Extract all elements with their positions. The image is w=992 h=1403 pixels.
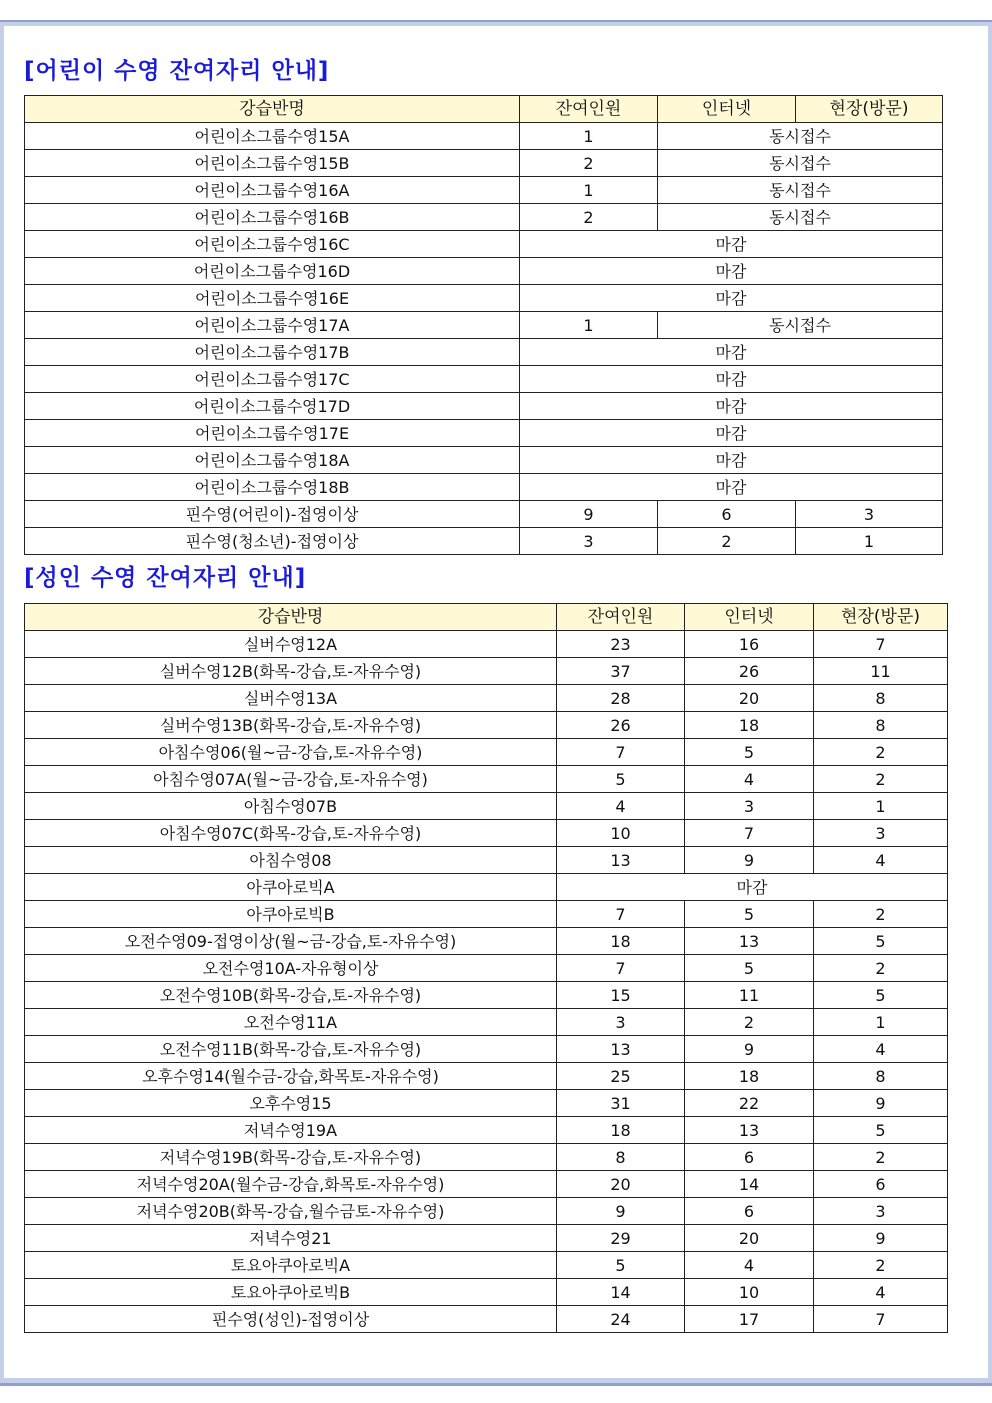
table-row — [25, 739, 948, 766]
class-name-cell: 실버수영13A — [25, 685, 557, 712]
remaining-cell: 2 — [520, 150, 658, 177]
remaining-cell: 24 — [557, 1306, 685, 1333]
onsite-cell: 2 — [814, 1252, 948, 1279]
class-name-cell: 오전수영09-접영이상(월~금-강습,토-자유수영) — [25, 928, 557, 955]
simultaneous-registration-cell: 동시접수 — [658, 204, 943, 231]
internet-cell: 9 — [685, 1036, 814, 1063]
onsite-cell: 9 — [814, 1225, 948, 1252]
table-row — [25, 1144, 948, 1171]
remaining-cell: 5 — [557, 1252, 685, 1279]
class-name-cell: 저녁수영19B(화목-강습,토-자유수영) — [25, 1144, 557, 1171]
class-name-cell: 오전수영11A — [25, 1009, 557, 1036]
table-row — [25, 955, 948, 982]
class-name-cell: 오전수영11B(화목-강습,토-자유수영) — [25, 1036, 557, 1063]
onsite-cell: 2 — [814, 766, 948, 793]
onsite-cell: 8 — [814, 1063, 948, 1090]
table-row — [25, 150, 943, 177]
onsite-cell: 3 — [814, 820, 948, 847]
internet-cell: 9 — [685, 847, 814, 874]
header-class-name: 강습반명 — [25, 604, 557, 631]
internet-cell: 10 — [685, 1279, 814, 1306]
table-row — [25, 820, 948, 847]
onsite-cell: 8 — [814, 712, 948, 739]
class-name-cell: 어린이소그룹수영17A — [25, 312, 520, 339]
internet-cell: 16 — [685, 631, 814, 658]
closed-status-cell: 마감 — [520, 447, 943, 474]
remaining-cell: 1 — [520, 123, 658, 150]
internet-cell: 5 — [685, 739, 814, 766]
table-row — [25, 123, 943, 150]
remaining-cell: 8 — [557, 1144, 685, 1171]
onsite-cell: 9 — [814, 1090, 948, 1117]
closed-status-cell: 마감 — [520, 420, 943, 447]
table-row — [25, 1063, 948, 1090]
remaining-cell: 4 — [557, 793, 685, 820]
internet-cell: 26 — [685, 658, 814, 685]
class-name-cell: 어린이소그룹수영17C — [25, 366, 520, 393]
class-name-cell: 어린이소그룹수영16E — [25, 285, 520, 312]
onsite-cell: 7 — [814, 631, 948, 658]
table-row — [25, 1225, 948, 1252]
table-header-row — [25, 604, 948, 631]
onsite-cell: 1 — [796, 528, 943, 555]
table-header-row — [25, 96, 943, 123]
class-name-cell: 핀수영(성인)-접영이상 — [25, 1306, 557, 1333]
header-internet: 인터넷 — [685, 604, 814, 631]
class-name-cell: 토요아쿠아로빅B — [25, 1279, 557, 1306]
table-row — [25, 501, 943, 528]
onsite-cell: 8 — [814, 685, 948, 712]
onsite-cell: 11 — [814, 658, 948, 685]
class-name-cell: 어린이소그룹수영17B — [25, 339, 520, 366]
remaining-cell: 9 — [520, 501, 658, 528]
onsite-cell: 2 — [814, 901, 948, 928]
remaining-cell: 2 — [520, 204, 658, 231]
class-name-cell: 저녁수영20A(월수금-강습,화목토-자유수영) — [25, 1171, 557, 1198]
remaining-cell: 1 — [520, 177, 658, 204]
class-name-cell: 어린이소그룹수영16A — [25, 177, 520, 204]
onsite-cell: 4 — [814, 1279, 948, 1306]
table-row — [25, 766, 948, 793]
remaining-cell: 23 — [557, 631, 685, 658]
onsite-cell: 6 — [814, 1171, 948, 1198]
remaining-cell: 14 — [557, 1279, 685, 1306]
table-row — [25, 685, 948, 712]
internet-cell: 6 — [658, 501, 796, 528]
page-frame-left — [0, 26, 4, 1378]
onsite-cell: 4 — [814, 1036, 948, 1063]
table-row — [25, 258, 943, 285]
page-frame-right — [988, 26, 992, 1378]
internet-cell: 5 — [685, 955, 814, 982]
closed-status-cell: 마감 — [520, 231, 943, 258]
table-row — [25, 231, 943, 258]
table-row — [25, 474, 943, 501]
table-row — [25, 339, 943, 366]
header-internet: 인터넷 — [658, 96, 796, 123]
class-name-cell: 아침수영07C(화목-강습,토-자유수영) — [25, 820, 557, 847]
onsite-cell: 1 — [814, 1009, 948, 1036]
table-row — [25, 658, 948, 685]
table-row — [25, 1198, 948, 1225]
onsite-cell: 5 — [814, 928, 948, 955]
remaining-cell: 13 — [557, 847, 685, 874]
internet-cell: 20 — [685, 1225, 814, 1252]
table-row — [25, 1090, 948, 1117]
child-vacancy-table — [24, 95, 943, 555]
class-name-cell: 어린이소그룹수영15A — [25, 123, 520, 150]
table-row — [25, 528, 943, 555]
class-name-cell: 어린이소그룹수영17E — [25, 420, 520, 447]
remaining-cell: 9 — [557, 1198, 685, 1225]
internet-cell: 13 — [685, 928, 814, 955]
internet-cell: 17 — [685, 1306, 814, 1333]
class-name-cell: 실버수영13B(화목-강습,토-자유수영) — [25, 712, 557, 739]
table-row — [25, 177, 943, 204]
internet-cell: 6 — [685, 1144, 814, 1171]
remaining-cell: 3 — [520, 528, 658, 555]
class-name-cell: 오후수영15 — [25, 1090, 557, 1117]
class-name-cell: 오전수영10B(화목-강습,토-자유수영) — [25, 982, 557, 1009]
internet-cell: 2 — [658, 528, 796, 555]
header-onsite: 현장(방문) — [814, 604, 948, 631]
internet-cell: 4 — [685, 1252, 814, 1279]
class-name-cell: 아침수영07A(월~금-강습,토-자유수영) — [25, 766, 557, 793]
child-section-title: [어린이 수영 잔여자리 안내] — [24, 58, 330, 84]
header-remaining: 잔여인원 — [557, 604, 685, 631]
class-name-cell: 어린이소그룹수영16D — [25, 258, 520, 285]
table-row — [25, 712, 948, 739]
internet-cell: 4 — [685, 766, 814, 793]
class-name-cell: 어린이소그룹수영16B — [25, 204, 520, 231]
class-name-cell: 실버수영12A — [25, 631, 557, 658]
internet-cell: 22 — [685, 1090, 814, 1117]
onsite-cell: 3 — [796, 501, 943, 528]
simultaneous-registration-cell: 동시접수 — [658, 177, 943, 204]
adult-vacancy-table — [24, 603, 948, 1333]
closed-status-cell: 마감 — [520, 393, 943, 420]
table-row — [25, 847, 948, 874]
class-name-cell: 아침수영07B — [25, 793, 557, 820]
simultaneous-registration-cell: 동시접수 — [658, 312, 943, 339]
closed-status-cell: 마감 — [557, 874, 948, 901]
class-name-cell: 저녁수영21 — [25, 1225, 557, 1252]
class-name-cell: 핀수영(청소년)-접영이상 — [25, 528, 520, 555]
class-name-cell: 저녁수영20B(화목-강습,월수금토-자유수영) — [25, 1198, 557, 1225]
remaining-cell: 20 — [557, 1171, 685, 1198]
internet-cell: 6 — [685, 1198, 814, 1225]
onsite-cell: 1 — [814, 793, 948, 820]
table-row — [25, 1117, 948, 1144]
table-row — [25, 1279, 948, 1306]
class-name-cell: 아쿠아로빅B — [25, 901, 557, 928]
class-name-cell: 저녁수영19A — [25, 1117, 557, 1144]
header-onsite: 현장(방문) — [796, 96, 943, 123]
table-row — [25, 447, 943, 474]
remaining-cell: 26 — [557, 712, 685, 739]
header-remaining: 잔여인원 — [520, 96, 658, 123]
table-row — [25, 420, 943, 447]
page-frame-top — [0, 20, 992, 26]
remaining-cell: 13 — [557, 1036, 685, 1063]
internet-cell: 5 — [685, 901, 814, 928]
simultaneous-registration-cell: 동시접수 — [658, 150, 943, 177]
remaining-cell: 37 — [557, 658, 685, 685]
table-row — [25, 1009, 948, 1036]
class-name-cell: 아쿠아로빅A — [25, 874, 557, 901]
class-name-cell: 토요아쿠아로빅A — [25, 1252, 557, 1279]
internet-cell: 20 — [685, 685, 814, 712]
closed-status-cell: 마감 — [520, 285, 943, 312]
closed-status-cell: 마감 — [520, 366, 943, 393]
class-name-cell: 어린이소그룹수영18B — [25, 474, 520, 501]
table-row — [25, 204, 943, 231]
table-row — [25, 874, 948, 901]
class-name-cell: 오전수영10A-자유형이상 — [25, 955, 557, 982]
onsite-cell: 2 — [814, 739, 948, 766]
closed-status-cell: 마감 — [520, 339, 943, 366]
table-row — [25, 631, 948, 658]
onsite-cell: 7 — [814, 1306, 948, 1333]
table-row — [25, 1171, 948, 1198]
class-name-cell: 어린이소그룹수영17D — [25, 393, 520, 420]
internet-cell: 18 — [685, 712, 814, 739]
table-row — [25, 393, 943, 420]
table-row — [25, 285, 943, 312]
onsite-cell: 2 — [814, 1144, 948, 1171]
remaining-cell: 29 — [557, 1225, 685, 1252]
internet-cell: 2 — [685, 1009, 814, 1036]
internet-cell: 14 — [685, 1171, 814, 1198]
table-row — [25, 312, 943, 339]
remaining-cell: 18 — [557, 1117, 685, 1144]
remaining-cell: 7 — [557, 739, 685, 766]
remaining-cell: 1 — [520, 312, 658, 339]
remaining-cell: 10 — [557, 820, 685, 847]
remaining-cell: 25 — [557, 1063, 685, 1090]
internet-cell: 18 — [685, 1063, 814, 1090]
onsite-cell: 3 — [814, 1198, 948, 1225]
table-row — [25, 901, 948, 928]
table-row — [25, 982, 948, 1009]
class-name-cell: 어린이소그룹수영16C — [25, 231, 520, 258]
header-class-name: 강습반명 — [25, 96, 520, 123]
internet-cell: 11 — [685, 982, 814, 1009]
adult-section-title: [성인 수영 잔여자리 안내] — [24, 565, 307, 591]
remaining-cell: 3 — [557, 1009, 685, 1036]
remaining-cell: 31 — [557, 1090, 685, 1117]
table-row — [25, 366, 943, 393]
onsite-cell: 5 — [814, 1117, 948, 1144]
internet-cell: 3 — [685, 793, 814, 820]
page-frame-bottom — [0, 1378, 992, 1386]
remaining-cell: 15 — [557, 982, 685, 1009]
onsite-cell: 5 — [814, 982, 948, 1009]
class-name-cell: 어린이소그룹수영18A — [25, 447, 520, 474]
class-name-cell: 핀수영(어린이)-접영이상 — [25, 501, 520, 528]
simultaneous-registration-cell: 동시접수 — [658, 123, 943, 150]
class-name-cell: 오후수영14(월수금-강습,화목토-자유수영) — [25, 1063, 557, 1090]
class-name-cell: 어린이소그룹수영15B — [25, 150, 520, 177]
class-name-cell: 실버수영12B(화목-강습,토-자유수영) — [25, 658, 557, 685]
class-name-cell: 아침수영06(월~금-강습,토-자유수영) — [25, 739, 557, 766]
closed-status-cell: 마감 — [520, 474, 943, 501]
table-row — [25, 1036, 948, 1063]
internet-cell: 13 — [685, 1117, 814, 1144]
table-row — [25, 1306, 948, 1333]
onsite-cell: 4 — [814, 847, 948, 874]
table-row — [25, 928, 948, 955]
remaining-cell: 7 — [557, 901, 685, 928]
remaining-cell: 5 — [557, 766, 685, 793]
remaining-cell: 7 — [557, 955, 685, 982]
onsite-cell: 2 — [814, 955, 948, 982]
closed-status-cell: 마감 — [520, 258, 943, 285]
table-row — [25, 1252, 948, 1279]
internet-cell: 7 — [685, 820, 814, 847]
class-name-cell: 아침수영08 — [25, 847, 557, 874]
table-row — [25, 793, 948, 820]
remaining-cell: 18 — [557, 928, 685, 955]
remaining-cell: 28 — [557, 685, 685, 712]
